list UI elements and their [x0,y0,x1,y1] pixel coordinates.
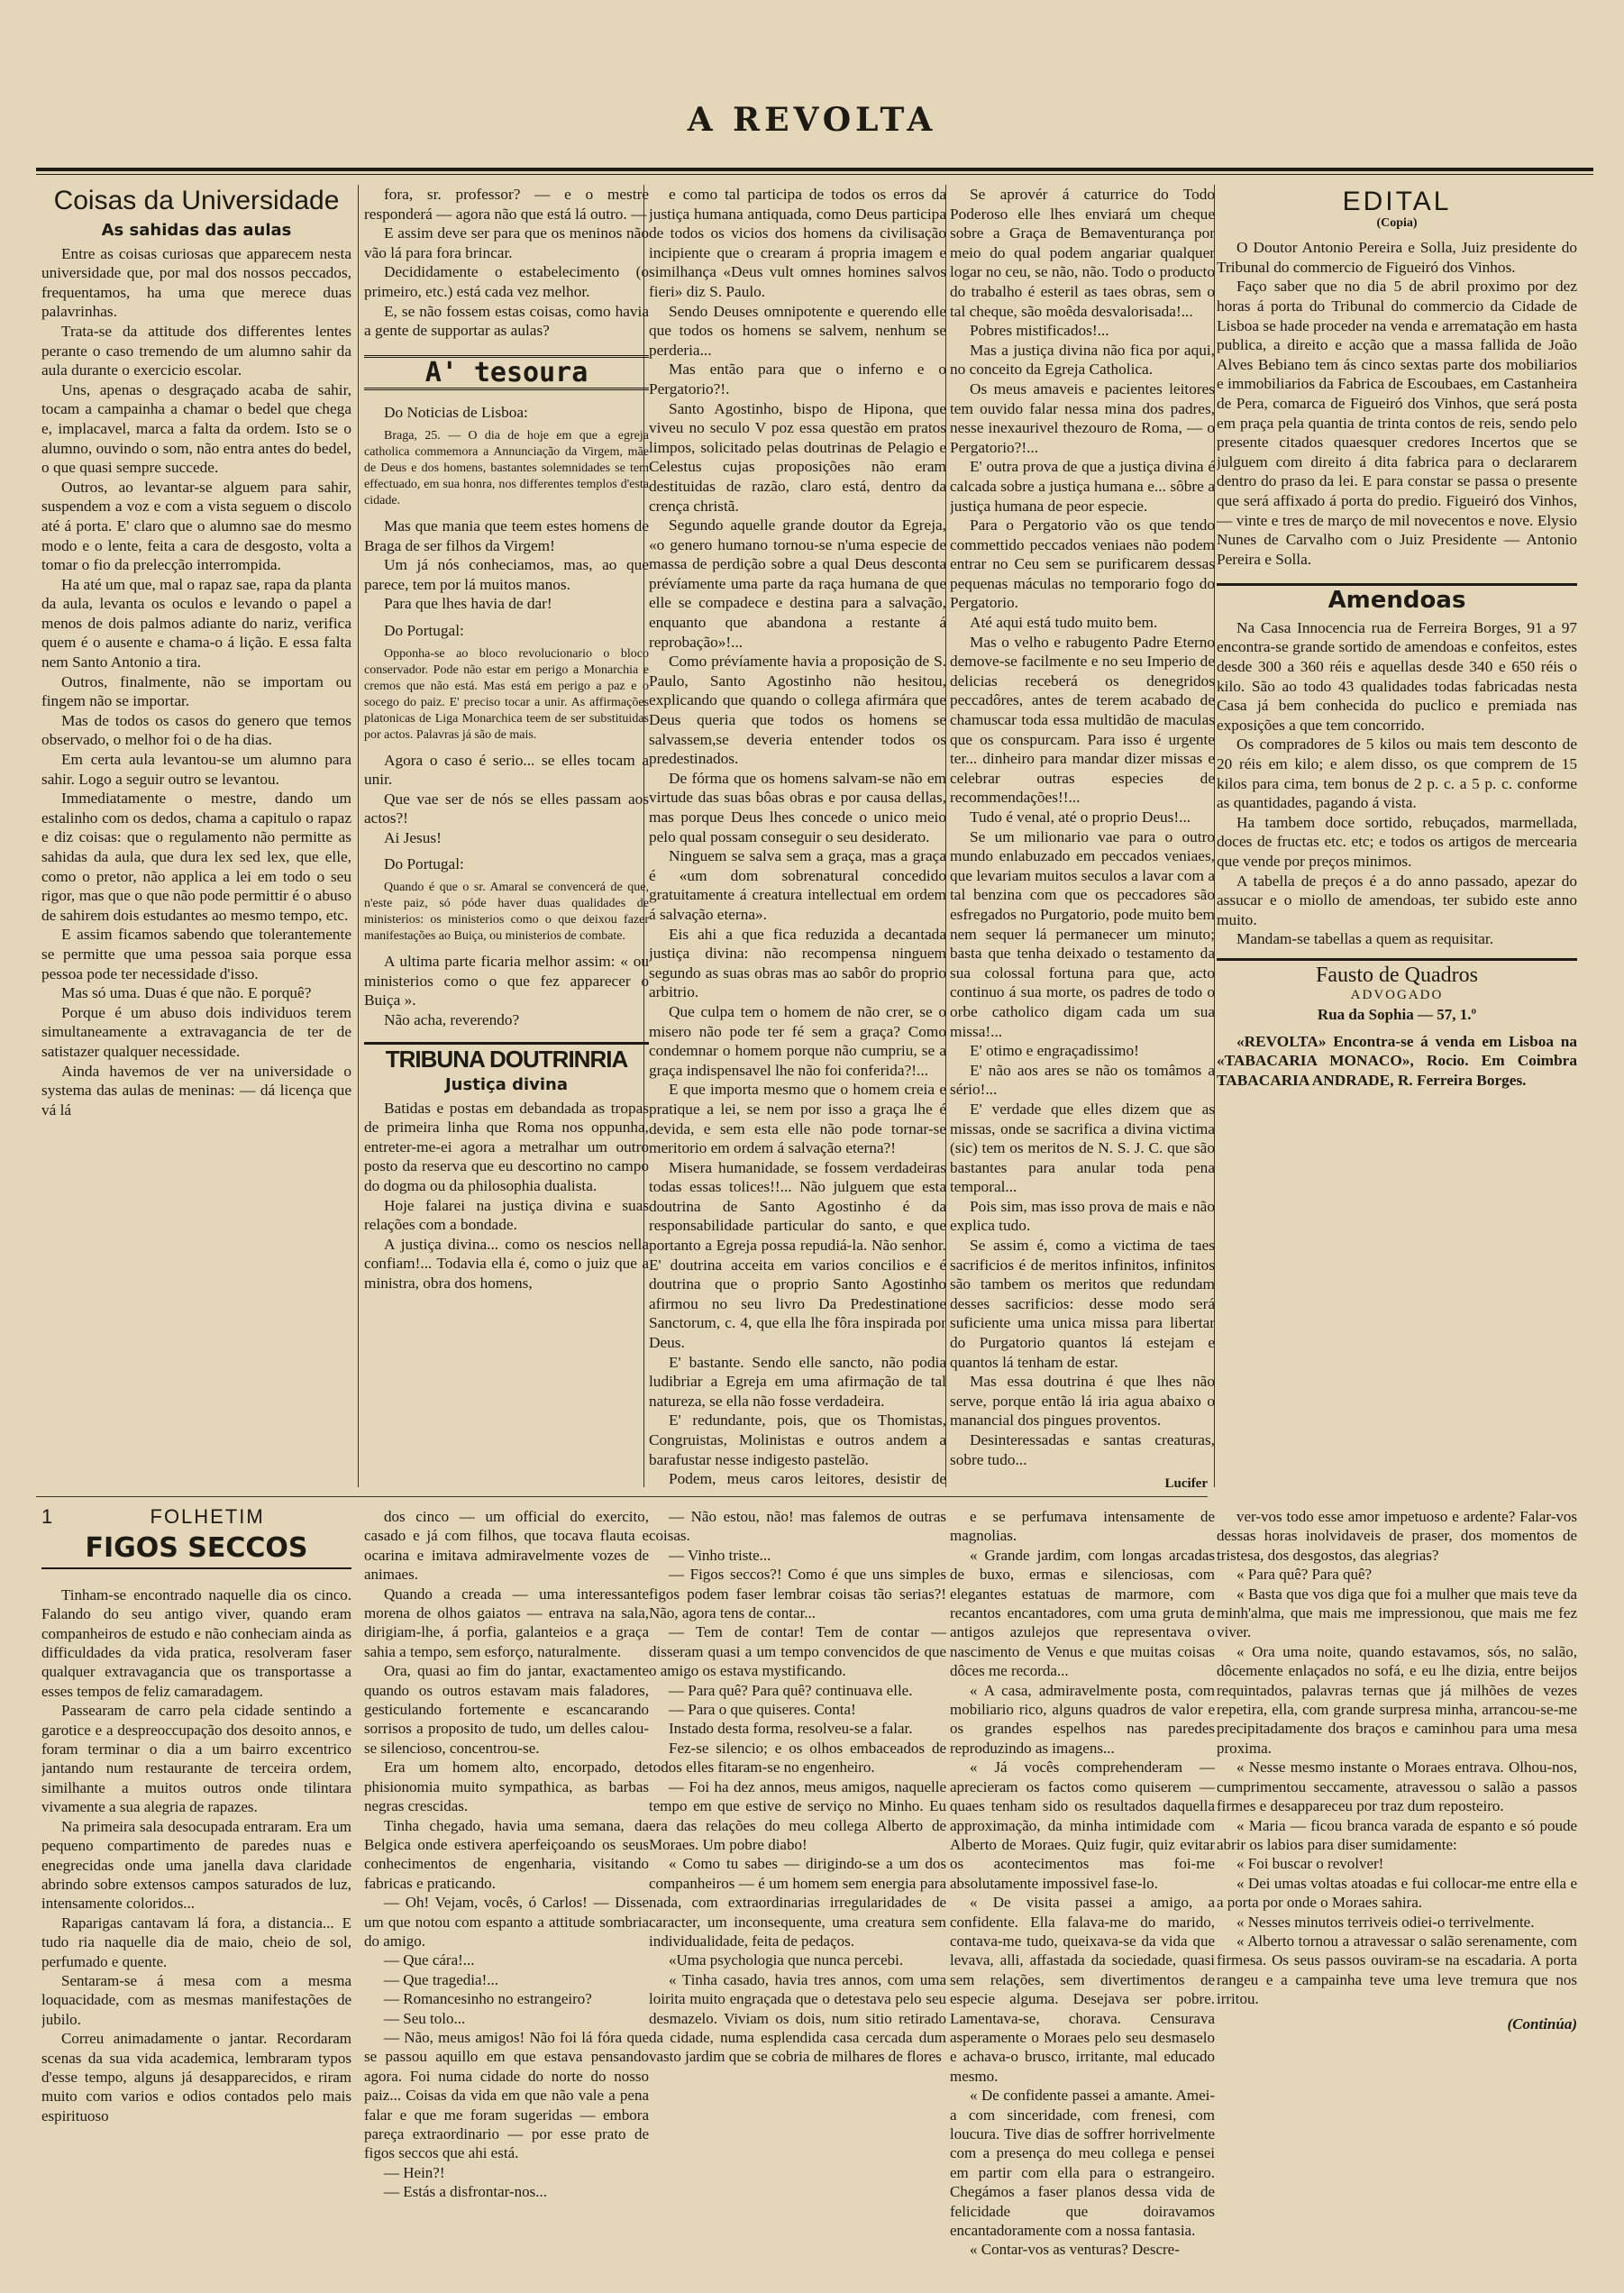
paragraph: Se assim é, como a victima de taes sacrificios é de meritos infinitos, infinitos são tambem os meritos que redundam desses sacrificios: desse modo será suficiente uma unica missa para libertar do Purgatorio quantos lá estejam e quantos lá tenham de estar. [950,1237,1215,1371]
paragraph: Podem, meus caros leitores, desistir de [669,1470,946,1487]
paragraph: Sentaram-se á mesa com a mesma loquacidade, com as mesmas manifestações de jubilo. [41,1971,351,2028]
paragraph: Fez-se silencio; e os olhos embaceados de todos elles fitaram-se no engenheiro. [649,1739,946,1777]
paragraph: Era um homem alto, encorpado, de phisionomia muito sympathica, as barbas negras crescidas. [364,1759,649,1815]
paragraph: « Foi buscar o revolver! [1236,1855,1384,1873]
masthead-rule [36,168,1593,171]
paragraph: — Foi ha dez annos, meus amigos, naquelle tempo em que estive de serviço no Minho. Eu era das relações do meu collega Alberto de Moraes. Um pobre diabo! [649,1777,946,1853]
signature: Lucifer [1164,1476,1208,1487]
folhetim-text [649,1507,946,2067]
paragraph: Faço saber que no dia 5 de abril proximo por dez horas á porta do Tribunal do commercio da Cidade de Lisboa se hade proceder na venda e arrematação em hasta publica, a direito e acção que a massa fallida de João Alves Bebiano tem ás cinco sextas parte dos mobiliarios e immobiliarios da Fabrica de Escoubaes, em Castanheira de Pera, comarca de Figueiró dos Vinhos, que será posta em praça pela quantia de trinta contos de reis, sendo pelo presente citados quaesquer credores Incertos que se julguem com direito á dita fabrica para o declararem dentro do praso da lei. E para constar se passa o presente que será affixado á porta do predio. Figueiró dos Vinhos, — vinte e tres de março de mil novecentos e nove. Elysio Nunes de Carvalho com o Juiz Presidente — Antonio Pereira e Solla. [1217,278,1577,568]
source-line: Do Portugal: [384,621,464,639]
paragraph: Misera humanidade, se fossem verdadeiras todas essas tolices!!... Não julguem que esta doutrina de Santo Agostinho é da responsabilidade particular do santo, e que portanto a Egreja possa repudiá-la. Não senhor. E' doutrina acceita em varios concilios e é doutrina que o proprio Santo Agostinho afirmou no seu livro Da Predestinatione Sanctorum, c. 4, que ella lhe fôra inspirada por Deus. [649,1158,946,1352]
paragraph: Entre as coisas curiosas que apparecem nesta universidade que, por mal dos nossos peccados, frequentamos, ha uma que merece duas palavrinhas. [41,244,351,321]
paragraph: Mas o velho e rabugento Padre Eterno demove-se facilmente e no seu Imperio de delicias receberá os denegridos peccadôres, antes de terem acabado de chamuscar toda essa multidão de maculas que os conspurcam. Para isso é urgente ter... dinheiro para mandar dizer missas e celebrar outras especies de recommendações!!... [950,633,1215,807]
paragraph: «Uma psychologia que nunca percebi. [669,1951,904,1969]
paragraph: Decididamente o estabelecimento (o primeiro, etc.) está cada vez melhor. [364,263,649,300]
paragraph: — Seu tolo... [384,2009,466,2027]
article-subtitle: Justiça divina [444,1075,568,1095]
source-line: Do Noticias de Lisboa: [384,404,528,422]
paragraph: Quando a creada — uma interessante morena de olhos gaiatos — entrava na sala, dirigiam-lhe, á porfia, galanteios e a graça sahia a tempo, sem esforço, naturalmente. [364,1585,649,1660]
paragraph: — Oh! Vejam, vocês, ó Carlos! — Disse um que notou com espanto a attitude sombria do amigo. [364,1894,649,1950]
paragraph: E assim deve ser para que os meninos não vão lá para fora brincar. [364,224,649,261]
article-body [950,185,1215,1469]
ad-fausto-address: Rua da Sophia — 57, 1.º [1317,1006,1477,1024]
paragraph: Ninguem se salva sem a graça, mas a graça é «um dom sobrenatural concedido gratuitamente á creatura intellectual em ordem á salvação eterna». [649,847,946,923]
paragraph: Para o Pergatorio vão os que tendo commettido peccados veniaes não podem entrar no Ceu sem se purificarem dessas pequenas máculas no temporario fogo do Pergatorio. [950,516,1215,612]
folhetim-col-2 [364,1507,649,2264]
folhetim-label: FOLHETIM [150,1507,265,1528]
folhetim-rule [36,1496,1208,1497]
folhetim-number: 1 [41,1507,53,1528]
paragraph: « Para quê? Para quê? [1236,1566,1373,1584]
article-subtitle: As sahidas das aulas [101,221,292,240]
paragraph: Porque é um abuso dois individuos terem simultaneamente a extravagancia de ter de satistazer qualquer necessidade. [41,1003,351,1060]
paragraph: Santo Agostinho, bispo de Hipona, que viveu no seculo V poz essa questão em pratos limpos, solicitado pelas doutrinas de Pelagio e Celestus cujas proposições não eram destituidas de razão, claro está, dentro da crença christã. [649,399,946,515]
paragraph: Immediatamente o mestre, dando um estalinho com os dedos, chama a capitulo o rapaz e diz coisas: que o regulamento não permitte as sahidas da aula, que dura lex sed lex, que elle, como o pretor, não applica a lei em todo o seu rigor, mas que o que não pode permittir é o abuso de sahirem dois estudantes ao mesmo tempo, etc. [41,790,351,924]
folhetim-header [41,1507,351,1526]
ad-fausto-name: Fausto de Quadros [1217,958,1577,986]
paragraph: Se aprovér á caturrice do Todo Poderoso elle lhes enviará um cheque sobre a Graça de Bemaventurança por meio do qual podem angariar qualquer logar no ceu, se não, não. Todo o producto do trabalho é esteril as taes obras, sem o tal cheque, são moêda desvalorisada!... [950,186,1215,320]
paragraph: E' redundante, pois, que os Thomistas, Congruistas, Molinistas e outros andem a barafustar nesse indigesto pastelão. [649,1411,946,1468]
paragraph: Desinteressadas e santas creaturas, sobre tudo... [950,1431,1215,1468]
column-universidade [41,185,351,1487]
paragraph: — Hein?! [384,2163,445,2181]
paragraph: Tinham-se encontrado naquelle dia os cinco. Falando do seu antigo viver, quando eram companheiros de estudo e não conheciam ainda as difficuldades da vida pratica, resolveram faser qualquer extravagancia que os transportasse a esses tempos de feliz camaradagem. [41,1585,351,1700]
folhetim-text [41,1585,351,2125]
paragraph: Outros, ao levantar-se alguem para sahir, suspendem a voz e com a vista seguem o discolo até á porta. E' claro que o alumno sae do mesmo modo e o lente, feita a cara de desgosto, volta a tomar o fio da prelecção interrompida. [41,478,351,574]
paragraph: Mas essa doutrina é que lhes não serve, porque então lá iria agua abaixo o manancial dos pingues proventos. [950,1373,1215,1430]
paragraph: Eis ahi a que fica reduzida a decantada justiça divina: não recompensa ninguem segundo as suas obras mas ao sabôr do proprio arbitrio. [649,925,946,1001]
folhetim-title: FIGOS SECCOS [41,1539,351,1568]
folhetim-text [950,1507,1215,2260]
paragraph: Mandam-se tabellas a quem as requisitar. [1236,930,1494,948]
paragraph: De fórma que os homens salvam-se não em virtude das suas bôas obras e por causa dellas, mas porque Deus lhes concede o unico meio pelo qual possam conseguir o seu desiderato. [649,769,946,845]
ad-amendoas-title: Amendoas [1217,583,1577,611]
paragraph: — Para quê? Para quê? continuava elle. [669,1681,913,1699]
paragraph: Sendo Deuses omnipotente e querendo elle que todos os homens se salvem, nenhum se perderia... [649,302,946,359]
paragraph: « De visita passei a amigo, a confidente. Ella falava-me do marido, contava-me tudo, queixava-se da vida que levava, alli, affastada da sociedade, quasi sem relações, sem divertimentos de especie alguma. Desejava ser pobre. Lamentava-se, chorava. Censurava asperamente o Moraes pelo seu desmaselo e achava-o brusco, irritante, mal educado mesmo. [950,1894,1215,2085]
paragraph: Como prévíamente havia a proposição de S. Paulo, Santo Agostinho não hesitou, explicando que quando o collega afirmára que Deus queria que todos os homens se salvassem,se deveria entender todos os predestinados. [649,653,946,768]
paragraph: « Tinha casado, havia tres annos, com uma loirita muito engraçada que o detestava pelo seu desmazelo. Viviam os dois, num sitio retirado da cidade, numa esplendida casa cercada dum vasto jardim que se cobria de milhares de flores [649,1970,946,2066]
paragraph: « Alberto tornou a atravessar o salão serenamente, com firmesa. Os seus passos ouviram-se na escadaria. A porta rangeu e a campainha teve uma leve tremura que nos irritou. [1217,1932,1577,2008]
section-title-tesoura: A' tesoura [364,355,649,391]
continua-note: (Continúa) [1507,2014,1577,2033]
article-continuation [364,185,649,341]
paragraph: E que importa mesmo que o homem creia e pratique a lei, se nem por isso a graça lhe é devida, e sem esta elle não pode tornar-se meritorio em ordem á salvação eterna?! [649,1081,946,1157]
paragraph: Se um milionario vae para o outro mundo enlabuzado em peccados veniaes, que levariam muitos seculos a lavar com a tal benzina com que os peccadores são esfregados no Purgatorio, pode muito bem nem sequer lá permanecer um minuto; basta que tenha deixado o testamento da sua colossal fortuna para que, acto continuo á sua morte, os padres de todo o orbe catholico digam cada um sua missa!... [950,827,1215,1040]
paragraph: e como tal participa de todos os erros da justiça humana antiquada, como Deus participa de todos os vicios dos homens da civilisação incipiente que o crearam á propria imagem e similhança «Deus vult omnes homines salvos fieri» diz S. Paulo. [649,186,946,300]
paragraph: « Contar-vos as venturas? Descre- [970,2241,1180,2259]
article-body [41,244,351,1120]
paragraph: Que culpa tem o homem de não crer, se o misero não pode ter fé sem a graça? Como condemnar o homem porque não cumpriu, se a graça indispensavel lhe não foi conferida?!... [649,1002,946,1079]
paragraph: fora, sr. professor? — e o mestre responderá — agora não que está lá outro. — [364,186,649,223]
paragraph: — Romancesinho no estrangeiro? [384,1990,592,2008]
masthead: A REVOLTA [687,101,937,139]
paragraph: Até aqui está tudo muito bem. [970,614,1158,632]
paragraph: dos cinco — um official do exercito, casado e já com filhos, que tocava flauta e ocarina e imitava admiravelmente vozes de animaes. [364,1508,649,1584]
paragraph: A justiça divina... como os nescios nella confiam!... Todavia ella é, como o juiz que a ministra, obra dos homens, [364,1235,649,1292]
commentary [364,516,649,614]
paragraph: — Não estou, não! mas falemos de outras coisas. [649,1508,946,1545]
paragraph: A ultima parte ficaria melhor assim: « ou ministerios como o que fez apparecer o Buiça ». [364,953,649,1009]
paragraph: Os meus amaveis e pacientes leitores tem ouvido falar nessa mina dos padres, nesse inexaurivel thezouro de Roma, — o Pergatorio?!... [950,379,1215,456]
paragraph: Na Casa Innocencia rua de Ferreira Borges, 91 a 97 encontra-se grande sortido de amendoas e confeitos, estes desde 300 a 360 réis e aquellas desde 340 e 650 réis o kilo. São ao todo 43 qualidades todas fabricadas nesta Casa já bem conhecida do puclico e premiada nas exposições a que tem concorrido. [1217,618,1577,734]
paragraph: Para que lhes havia de dar! [384,595,552,613]
paragraph: Em certa aula levantou-se um alumno para sahir. Logo a seguir outro se levantou. [41,751,351,788]
paragraph: Ha até um que, mal o rapaz sae, rapa da planta da aula, levanta os oculos e levando o papel a menos de dois palmos adiante do nariz, verifica quem é o ausente e chama-o á lição. E essa falta nem Santo Antonio a tira. [41,575,351,671]
paragraph: — Estás a disfrontar-nos... [384,2183,547,2201]
paragraph: Uns, apenas o desgraçado acaba de sahir, tocam a campainha a chamar o bedel que chega e, implacavel, marca a falta da ordem. Isto se o alumno, ouvindo o som, não entra antes do bedel, o que quasi sempre succede. [41,380,351,477]
paragraph: Não acha, reverendo? [384,1010,520,1028]
paragraph: E' não aos ares se não os tomâmos a sério!... [950,1061,1215,1099]
paragraph: « Já vocês comprehenderam — aprecieram os factos como quiserem — quaes tenham sido os resultados daquella approximação, da minha intimidade com Alberto de Moraes. Quiz fugir, quiz evitar os acontecimentos mas foi-me absolutamente impossivel fase-lo. [950,1759,1215,1892]
article-body [364,1099,649,1293]
folhetim-text [364,1507,649,2202]
paragraph: ver-vos todo esse amor impetuoso e ardente? Falar-vos dessas horas inolvidaveis de praser, dos momentos de tristesa, dos desgostos, das alegrias? [1217,1508,1577,1564]
paragraph: Instado desta forma, resolveu-se a falar. [669,1720,913,1738]
folhetim-text [1217,1507,1577,2009]
ad-amendoas-body [1217,618,1577,949]
paragraph: « Basta que vos diga que foi a mulher que mais teve da minh'alma, que mais me impressionou, que mais me fez viver. [1217,1585,1577,1641]
paragraph: — Vinho triste... [669,1546,771,1564]
article-body [649,185,946,1487]
paragraph: Os compradores de 5 kilos ou mais tem desconto de 20 réis em kilo; e alem disso, os que comprem de 15 kilos para cima, tem bonus de 2 p. c. a 5 p. c. conforme as quantidades, pagando á vista. [1217,735,1577,812]
paragraph: A tabella de preços é a do anno passado, apezar do assucar e o miollo de amendoas, ter subido este anno muito. [1217,872,1577,928]
paragraph: Na primeira sala desocupada entraram. Era um pequeno compartimento de paredes nuas e enegrecidas onde uma janella dava claridade abrindo sobre extensos campos saturados de luz, intensamente coloridos... [41,1817,351,1913]
paragraph: E' outra prova de que a justiça divina é calcada sobre a justiça humana e... sôbre a justiça humana de peor especie. [950,458,1215,515]
paragraph: E, se não fossem estas coisas, como havia a gente de supportar as aulas? [364,302,649,340]
paragraph: Mas só uma. Duas é que não. E porquê? [61,984,312,1002]
paragraph: « Grande jardim, com longas arcadas de buxo, ermas e silenciosas, com elegantes estatuas de marmore, com recantos encantadores, com uma gruta de antigos azulejos que representava o nascimento de Venus e que muitas coisas dôces me recorda... [950,1546,1215,1680]
paragraph: — Que tragedia!... [384,1970,498,1988]
paragraph: — Tem de contar! Tem de contar — disseram quasi a um tempo convencidos de que o amigo os estava mystificando. [649,1623,946,1680]
commentary [364,751,649,848]
masthead-rule-thin [36,174,1593,175]
quote-block: Braga, 25. — O dia de hoje em que a egreja catholica commemora a Annunciação da Virgem, mãe de Deus e dos homens, bastantes solemnidades se tem effectuado, em sua honra, nos differentes templos d'esta cidade. [364,428,649,507]
edital-title: EDITAL [1342,187,1452,216]
paragraph: Pois sim, mas isso prova de mais e não explica tudo. [950,1197,1215,1235]
paragraph: « Maria — ficou branca varada de espanto e só poude abrir os labios para diser sumidamente: [1217,1816,1577,1853]
section-title-tribuna: TRIBUNA DOUTRINRIA [364,1042,649,1070]
quote-block: Quando é que o sr. Amaral se convencerá de que, n'este paiz, só póde haver duas qualidades de ministerios: os ministerios como o que deixou fazer manifestações ao Buiça, ou ministerios de combate. [364,881,649,944]
article-title: Coisas da Universidade [53,186,340,215]
revolta-sales-notice: «REVOLTA» Encontra-se á venda em Lisboa na «TABACARIA MONACO», Rocio. Em Coimbra TABACARIA ANDRADE, R. Ferreira Borges. [1217,1032,1577,1089]
paragraph: Mas então para que o inferno e o Pergatorio?!. [649,361,946,397]
column-edital [1217,185,1577,1487]
paragraph: Um já nós conheciamos, mas, ao que parece, tem por lá muitos manos. [364,556,649,593]
paragraph: « Como tu sabes — dirigindo-se a um dos companheiros — é um homem sem energia para nada, com extraordinarias irregularidades de caracter, um inconsequente, uma creatura sem individualidade, feita de pedaços. [649,1855,946,1950]
paragraph: E' otimo e engraçadissimo! [970,1042,1139,1060]
column-tesoura [364,185,649,1487]
paragraph: Ainda havemos de ver na universidade o systema das aulas de meninas: — dá licença que vá lá [41,1062,351,1119]
paragraph: E assim ficamos sabendo que tolerantemente se permitte que uma pessoa saia porque essa pessoa pode ter necessidade d'isso. [41,926,351,982]
paragraph: « De confidente passei a amante. Amei-a com sinceridade, com frenesi, com loucura. Tive dias de soffrer horrivelmente com a presença do meu collega e pensei em partir com ella para o estrangeiro. Chegámos a faser planos dessa vida de felicidade que doiravamos encantadoramente com a nossa fantasia. [950,2087,1215,2240]
paragraph: Passearam de carro pela cidade sentindo a garotice e a despreoccupação dos desoito annos, e foram terminar o dia a um bairro excentrico jantando num restaurante de terceira ordem, similhante a muitos outros onde tilintara vivamente a sua alegria de rapazes. [41,1702,351,1816]
paragraph: — Não, meus amigos! Não foi lá fóra que se passou aquillo em que estava pensando agora. Foi numa cidade do norte do nosso paiz... Coisas da vida em que não vale a pena falar e que me foram sugeridas — embora pareça extraordinario — por esse prato de figos seccos que ahi está. [364,2028,649,2162]
folhetim-col-5 [1217,1507,1577,2264]
paragraph: Mas a justiça divina não fica por aqui, no conceito da Egreja Catholica. [950,341,1215,379]
column-justica-divina-end [950,185,1215,1487]
column-divider [358,185,359,1487]
quote-block: Opponha-se ao bloco revolucionario o bloco conservador. Pode não estar em perigo a Monarchia e cremos que não está. Mas está em perigo a paz e o socego do paiz. E' preciso tocar a unir. As affirmações platonicas de Liga Monarchica teem de ser substituidas por actos. Palavras já são de mais. [364,646,649,742]
paragraph: Correu animadamente o jantar. Recordaram scenas da sua vida academica, lembraram typos d'esse tempo, alguns já desapparecidos, e riram muito com varios e odios contados pelo mais espirituoso [41,2030,351,2124]
paragraph: Mas que mania que teem estes homens de Braga de ser filhos da Virgem! [364,516,649,554]
paragraph: « Nesses minutos terriveis odiei-o terrivelmente. [1236,1913,1535,1931]
paragraph: Raparigas cantavam lá fora, a distancia... E tudo ria naquelle dia de maio, cheio de sol, perfumado e quente. [41,1914,351,1970]
paragraph: « Ora uma noite, quando estavamos, sós, no salão, dôcemente enlaçados no sofá, e eu lhe dizia, entre beijos requintados, palavras ternas que já milhões de vezes repetira, ella, com grande surpresa minha, arrancou-se-me precipitadamente dos braços e caminhou para uma mesa proxima. [1217,1642,1577,1757]
paragraph: E' bastante. Sendo elle sancto, não podia ludibriar a Egreja em uma afirmação de tal natureza, se ella não fosse verdadeira. [649,1353,946,1410]
paragraph: Pobres mistificados!... [970,322,1109,340]
paragraph: Ora, quasi ao fim do jantar, exactamente quando os outros estavam mais faladores, gesticulando fortemente e escancarando sorrisos a proposito de tudo, um delles calou-se silencioso, concentrou-se. [364,1662,649,1757]
edital-copia: (Copia) [1376,215,1418,230]
paragraph: Tudo é venal, até o proprio Deus!... [970,808,1191,826]
paragraph: Mas de todos os casos do genero que temos observado, o melhor foi o de ha dias. [41,711,351,749]
source-line: Do Portugal: [384,855,464,873]
paragraph: Que vae ser de nós se elles passam aos actos?! [364,790,649,827]
paragraph: — Que cára!... [384,1951,475,1969]
paragraph: Outros, finalmente, não se importam ou fingem não se importar. [41,672,351,710]
paragraph: Trata-se da attitude dos differentes lentes perante o caso tremendo de um alumno sahir da aula durante o exercicio escolar. [41,322,351,379]
paragraph: Tinha chegado, havia uma semana, da Belgica onde estivera aperfeiçoando os seus conhecimentos de engenharia, visitando fabricas e praticando. [364,1816,649,1892]
folhetim-col-1 [41,1507,351,2264]
paragraph: Agora o caso é serio... se elles tocam a unir. [364,751,649,789]
paragraph: E' verdade que elles dizem que as missas, onde se sacrifica a divina victima (sic) tem os meritos de N. S. J. C. que são bastantes para anular toda pena temporal... [950,1100,1215,1196]
paragraph: Batidas e postas em debandada as tropas de primeira linha que Roma nos oppunha, entreter-me-ei agora a metralhar um outro posto da reserva que eu descortino no campo do dogma ou da philosophia dualista. [364,1099,649,1194]
paragraph: « Dei umas voltas atoadas e fui collocar-me entre ella e a porta por onde o Moraes sahira. [1217,1874,1577,1912]
folhetim-col-3 [649,1507,946,2264]
commentary [364,952,649,1029]
folhetim-col-4 [950,1507,1215,2264]
ad-fausto-role: ADVOGADO [1350,987,1444,1002]
paragraph: Ha tambem doce sortido, rebuçados, marmellada, doces de fructas etc. etc; e todos os artigos de mercearia que vende por preços minimos. [1217,813,1577,870]
paragraph: — Figos seccos?! Como é que uns simples figos podem faser lembrar coisas tão serias?! Não, agora tens de contar... [649,1566,946,1622]
paragraph: O Doutor Antonio Pereira e Solla, Juiz presidente do Tribunal do commercio de Figueiró dos Vinhos. [1217,239,1577,276]
edital-body [1217,238,1577,569]
paragraph: — Para o que quiseres. Conta! [669,1701,856,1719]
paragraph: Segundo aquelle grande doutor da Egreja, «o genero humano tornou-se n'uma especie de massa de perdição sobre a qual Deus desconta prévíamente uma parte da raça humana de que elle se compadece e destina para a salvação, enquanto que abandona a restante á reprobação»!... [649,516,946,651]
paragraph: Ai Jesus! [384,828,442,846]
paragraph: « Nesse mesmo instante o Moraes entrava. Olhou-nos, cumprimentou seccamente, atravessou o salão a passos firmes e desappareceu por traz dum reposteiro. [1217,1759,1577,1815]
paragraph: e se perfumava intensamente de magnolias. [950,1508,1215,1545]
column-justica-divina [649,185,946,1487]
paragraph: Hoje falarei na justiça divina e suas relações com a bondade. [364,1196,649,1234]
paragraph: « A casa, admiravelmente posta, com mobiliario rico, alguns quadros de valor e os grandes espelhos nas paredes reproduzindo as imagens... [950,1681,1215,1757]
